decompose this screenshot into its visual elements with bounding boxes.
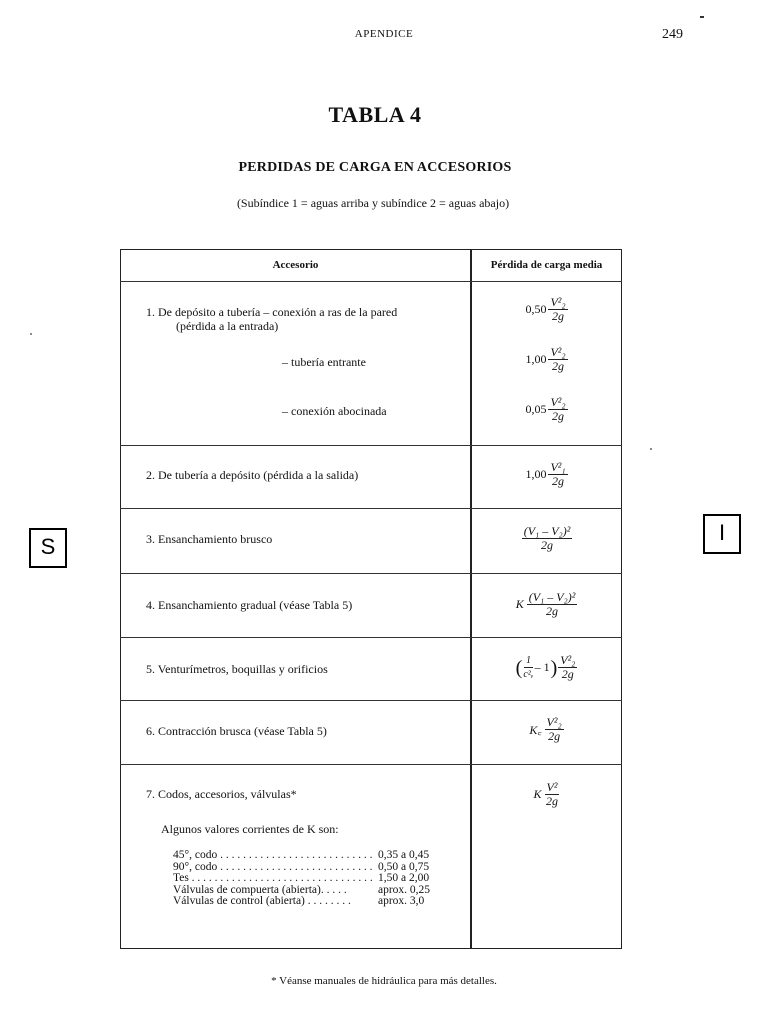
numerator: V²₂ bbox=[546, 715, 562, 729]
row1-label: 1. De depósito a tubería – conexión a ras de la pared bbox=[146, 305, 398, 319]
row1-formula-1 bbox=[471, 296, 622, 323]
k-value-name: Válvulas de compuerta (abierta). . . . . bbox=[173, 884, 347, 896]
row-divider bbox=[120, 637, 622, 638]
marker-s-box: S bbox=[29, 528, 67, 568]
row5-formula bbox=[471, 654, 622, 681]
row1-formula-2 bbox=[471, 346, 622, 373]
k-value-name: Tes . . . . . . . . . . . . . . . . . . . . . . . . . . . . . . . . bbox=[173, 873, 373, 884]
k-value-row bbox=[173, 873, 430, 885]
k-values-list bbox=[173, 850, 430, 908]
denominator: 2g bbox=[541, 538, 553, 552]
scan-speck bbox=[650, 448, 652, 450]
row5-label: 5. Venturímetros, boquillas y orificios bbox=[146, 662, 328, 676]
denominator: 2g bbox=[551, 409, 564, 423]
minus-one: – 1 bbox=[534, 660, 550, 674]
row4-label: 4. Ensanchamiento gradual (véase Tabla 5) bbox=[146, 598, 353, 612]
row-divider bbox=[120, 764, 622, 765]
row-divider bbox=[120, 700, 622, 701]
numerator: V²₂ bbox=[550, 295, 566, 309]
row-divider bbox=[120, 445, 622, 446]
numerator: (V₁ – V₂)² bbox=[528, 590, 576, 604]
column-header-accessory: Accesorio bbox=[272, 259, 319, 271]
k-value-row bbox=[173, 850, 430, 862]
k-value: 1,50 a 2,00 bbox=[378, 872, 430, 884]
row1-sub-abocinada: – conexión abocinada bbox=[282, 404, 387, 418]
k-value: aprox. 3,0 bbox=[378, 895, 425, 907]
subscript-note: (Subíndice 1 = aguas arriba y subíndice 2 = aguas abajo) bbox=[236, 196, 510, 210]
numerator: V² bbox=[546, 780, 558, 794]
row2-label: 2. De tubería a depósito (pérdida a la salida) bbox=[146, 468, 359, 482]
k-symbol: K bbox=[533, 787, 542, 801]
numerator: V²₂ bbox=[550, 395, 566, 409]
k-symbol: K bbox=[515, 597, 524, 611]
row1-formula-3 bbox=[471, 396, 622, 423]
denominator: 2g bbox=[546, 794, 558, 808]
k-value-name: 90°, codo . . . . . . . . . . . . . . . . . . . . . . . . . . . bbox=[173, 861, 373, 873]
row2-formula bbox=[471, 461, 622, 488]
running-header: APENDICE bbox=[354, 28, 414, 40]
numerator: V²₂ bbox=[550, 345, 566, 359]
denominator: 2g bbox=[551, 474, 564, 488]
k-value-name: Válvulas de control (abierta) . . . . . . . . bbox=[173, 896, 351, 907]
marker-i-box: I bbox=[703, 514, 741, 554]
k-value: aprox. 0,25 bbox=[378, 883, 431, 896]
close-paren: ) bbox=[550, 656, 558, 679]
scan-speck bbox=[30, 333, 32, 335]
k-value: 0,35 a 0,45 bbox=[378, 849, 430, 861]
denominator: 2g bbox=[561, 667, 574, 681]
coefficient: 0,05 bbox=[525, 402, 547, 416]
numerator: (V₁ – V₂)² bbox=[523, 524, 571, 538]
kc-symbol: K꜀ bbox=[529, 723, 542, 737]
coefficient: 0,50 bbox=[525, 302, 547, 316]
k-values-intro: Algunos valores corrientes de K son: bbox=[161, 822, 339, 836]
row1-sub-entrante: – tubería entrante bbox=[282, 355, 366, 369]
footnote: * Véanse manuales de hidráulica para más detalles. bbox=[271, 975, 497, 987]
row6-formula bbox=[471, 716, 622, 743]
denominator: 2g bbox=[546, 604, 558, 618]
inner-numerator: 1 bbox=[525, 655, 531, 666]
column-header-loss: Pérdida de carga media bbox=[490, 259, 603, 271]
denominator: 2g bbox=[551, 309, 564, 323]
denominator: 2g bbox=[548, 729, 561, 743]
row1-label-cont: (pérdida a la entrada) bbox=[176, 319, 279, 333]
coefficient: 1,00 bbox=[525, 467, 547, 481]
numerator: V²₁ bbox=[550, 460, 566, 474]
page-number: 249 bbox=[662, 27, 683, 42]
denominator: 2g bbox=[551, 359, 564, 373]
row3-label: 3. Ensanchamiento brusco bbox=[146, 532, 273, 546]
k-value-name: 45°, codo . . . . . . . . . . . . . . . . . . . . . . . . . . . bbox=[173, 850, 373, 861]
header-divider bbox=[120, 281, 622, 282]
row6-label: 6. Contracción brusca (véase Tabla 5) bbox=[146, 724, 327, 738]
scan-mark bbox=[700, 16, 704, 18]
inner-denominator: c²ᵥ bbox=[523, 669, 534, 680]
table-subtitle: PERDIDAS DE CARGA EN ACCESORIOS bbox=[238, 160, 512, 175]
table-title: TABLA 4 bbox=[328, 102, 422, 127]
numerator: V²₂ bbox=[560, 653, 576, 667]
row3-formula bbox=[471, 525, 622, 552]
coefficient: 1,00 bbox=[525, 352, 547, 366]
row7-formula bbox=[471, 781, 622, 808]
open-paren: ( bbox=[515, 656, 523, 679]
k-value: 0,50 a 0,75 bbox=[378, 860, 430, 873]
row4-formula bbox=[471, 591, 622, 618]
k-value-row bbox=[173, 896, 430, 908]
row-divider bbox=[120, 573, 622, 574]
row-divider bbox=[120, 508, 622, 509]
row7-label: 7. Codos, accesorios, válvulas* bbox=[146, 787, 297, 801]
